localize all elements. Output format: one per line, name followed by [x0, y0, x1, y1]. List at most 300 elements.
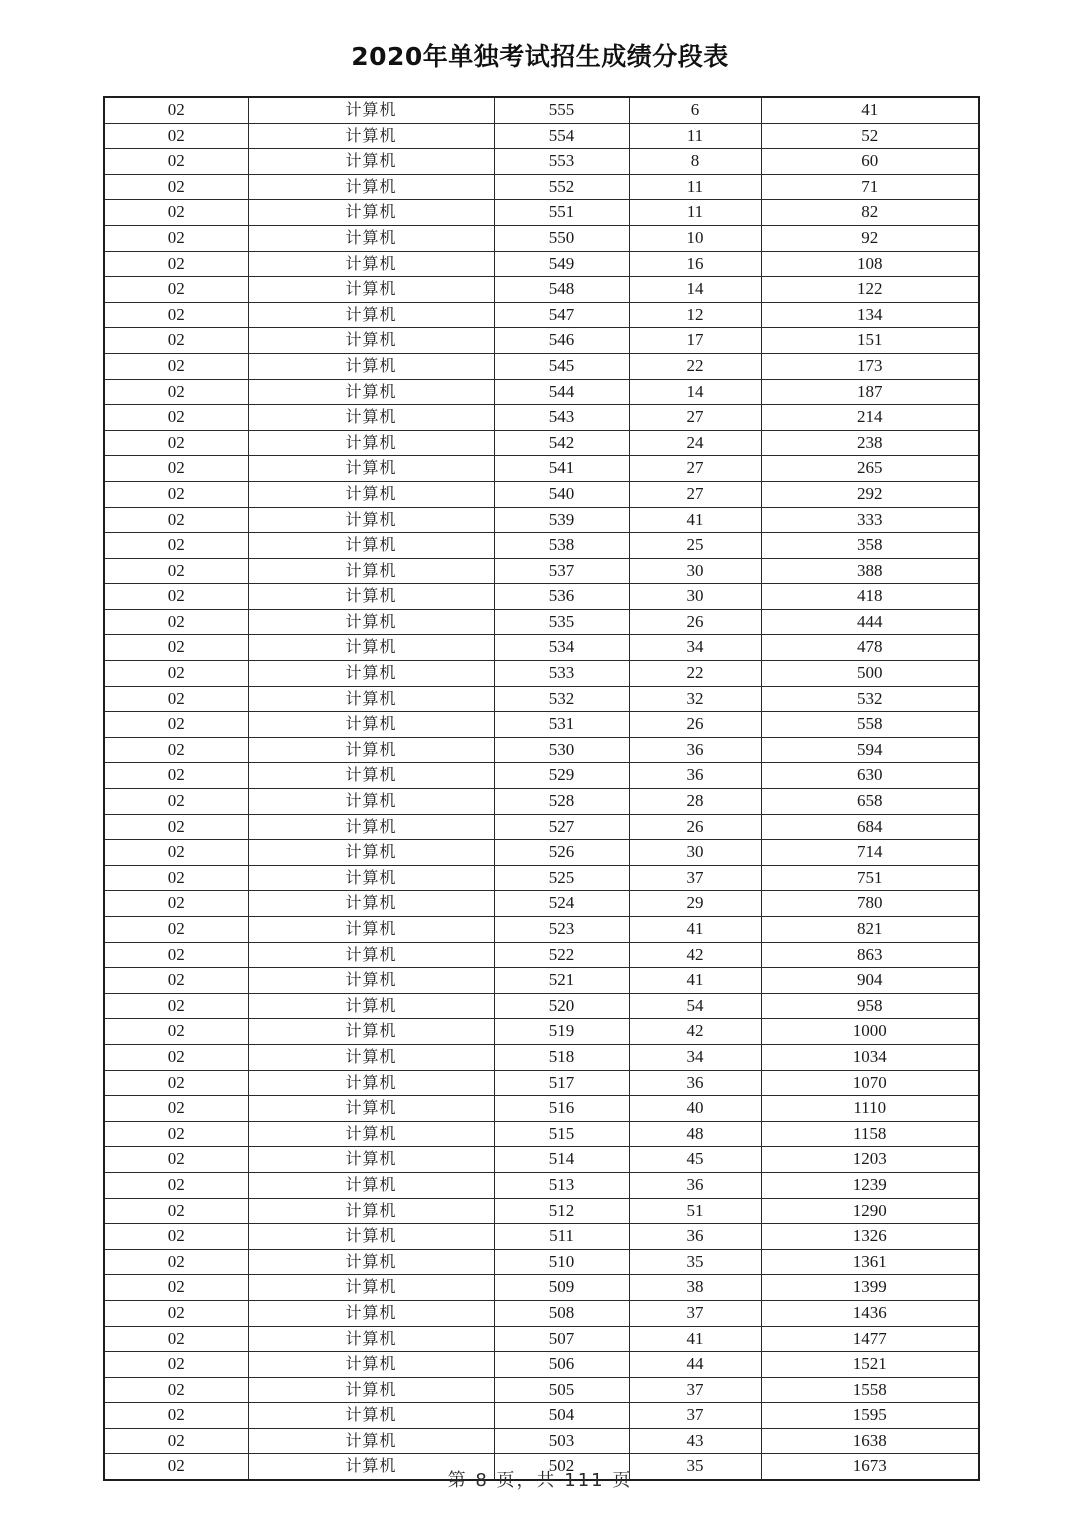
cell-category-code: 02 — [104, 277, 248, 303]
cell-cumulative: 684 — [761, 814, 979, 840]
table-row — [104, 661, 979, 687]
cell-count: 29 — [629, 891, 761, 917]
table-row — [104, 1403, 979, 1429]
cell-score: 551 — [494, 200, 629, 226]
cell-count: 36 — [629, 1070, 761, 1096]
cell-cumulative: 1290 — [761, 1198, 979, 1224]
table-row — [104, 200, 979, 226]
cell-category-code: 02 — [104, 200, 248, 226]
table-row — [104, 1352, 979, 1378]
cell-category-name: 计算机 — [248, 763, 494, 789]
cell-count: 34 — [629, 635, 761, 661]
cell-score: 513 — [494, 1172, 629, 1198]
table-row — [104, 1377, 979, 1403]
cell-cumulative: 751 — [761, 865, 979, 891]
cell-score: 516 — [494, 1096, 629, 1122]
table-row — [104, 737, 979, 763]
cell-score: 514 — [494, 1147, 629, 1173]
cell-cumulative: 388 — [761, 558, 979, 584]
cell-category-name: 计算机 — [248, 405, 494, 431]
cell-cumulative: 1239 — [761, 1172, 979, 1198]
cell-category-name: 计算机 — [248, 609, 494, 635]
cell-count: 17 — [629, 328, 761, 354]
cell-category-code: 02 — [104, 1300, 248, 1326]
cell-score: 538 — [494, 533, 629, 559]
cell-score: 520 — [494, 993, 629, 1019]
cell-category-name: 计算机 — [248, 1377, 494, 1403]
cell-category-name: 计算机 — [248, 942, 494, 968]
cell-score: 515 — [494, 1121, 629, 1147]
table-row — [104, 1070, 979, 1096]
cell-score: 509 — [494, 1275, 629, 1301]
cell-count: 35 — [629, 1454, 761, 1480]
cell-score: 553 — [494, 149, 629, 175]
table-row — [104, 1019, 979, 1045]
cell-score: 505 — [494, 1377, 629, 1403]
table-row — [104, 1428, 979, 1454]
cell-score: 542 — [494, 430, 629, 456]
cell-category-name: 计算机 — [248, 200, 494, 226]
cell-count: 8 — [629, 149, 761, 175]
table-row — [104, 1224, 979, 1250]
cell-category-name: 计算机 — [248, 968, 494, 994]
table-row — [104, 302, 979, 328]
cell-category-name: 计算机 — [248, 123, 494, 149]
cell-category-code: 02 — [104, 251, 248, 277]
cell-category-name: 计算机 — [248, 1326, 494, 1352]
cell-count: 14 — [629, 379, 761, 405]
cell-category-code: 02 — [104, 1198, 248, 1224]
cell-category-name: 计算机 — [248, 1172, 494, 1198]
cell-category-code: 02 — [104, 97, 248, 123]
cell-cumulative: 134 — [761, 302, 979, 328]
cell-category-name: 计算机 — [248, 1428, 494, 1454]
cell-category-code: 02 — [104, 763, 248, 789]
cell-score: 545 — [494, 353, 629, 379]
cell-category-name: 计算机 — [248, 1198, 494, 1224]
cell-cumulative: 418 — [761, 584, 979, 610]
table-row — [104, 635, 979, 661]
cell-score: 527 — [494, 814, 629, 840]
table-row — [104, 430, 979, 456]
table-row — [104, 558, 979, 584]
cell-category-name: 计算机 — [248, 225, 494, 251]
cell-cumulative: 1158 — [761, 1121, 979, 1147]
cell-category-name: 计算机 — [248, 1249, 494, 1275]
table-row — [104, 277, 979, 303]
cell-category-name: 计算机 — [248, 993, 494, 1019]
cell-cumulative: 1558 — [761, 1377, 979, 1403]
page-title: 2020年单独考试招生成绩分段表 — [351, 42, 729, 71]
cell-cumulative: 108 — [761, 251, 979, 277]
table-row — [104, 353, 979, 379]
cell-score: 504 — [494, 1403, 629, 1429]
cell-cumulative: 151 — [761, 328, 979, 354]
cell-score: 508 — [494, 1300, 629, 1326]
cell-count: 24 — [629, 430, 761, 456]
cell-count: 30 — [629, 840, 761, 866]
table-row — [104, 686, 979, 712]
cell-category-name: 计算机 — [248, 1300, 494, 1326]
cell-cumulative: 904 — [761, 968, 979, 994]
score-distribution-table — [103, 96, 980, 1481]
cell-cumulative: 1673 — [761, 1454, 979, 1480]
cell-count: 22 — [629, 661, 761, 687]
cell-category-code: 02 — [104, 1377, 248, 1403]
cell-count: 26 — [629, 712, 761, 738]
cell-count: 22 — [629, 353, 761, 379]
cell-cumulative: 558 — [761, 712, 979, 738]
cell-category-name: 计算机 — [248, 1275, 494, 1301]
cell-category-code: 02 — [104, 1070, 248, 1096]
cell-cumulative: 958 — [761, 993, 979, 1019]
cell-score: 506 — [494, 1352, 629, 1378]
cell-count: 32 — [629, 686, 761, 712]
cell-count: 37 — [629, 1300, 761, 1326]
cell-cumulative: 478 — [761, 635, 979, 661]
cell-category-code: 02 — [104, 1403, 248, 1429]
cell-category-code: 02 — [104, 1096, 248, 1122]
cell-category-code: 02 — [104, 737, 248, 763]
cell-score: 555 — [494, 97, 629, 123]
cell-category-name: 计算机 — [248, 97, 494, 123]
cell-category-name: 计算机 — [248, 1147, 494, 1173]
table-row — [104, 533, 979, 559]
table-row — [104, 1172, 979, 1198]
cell-count: 37 — [629, 1377, 761, 1403]
cell-score: 537 — [494, 558, 629, 584]
table-row — [104, 814, 979, 840]
cell-score: 540 — [494, 481, 629, 507]
cell-cumulative: 333 — [761, 507, 979, 533]
cell-count: 16 — [629, 251, 761, 277]
table-row — [104, 993, 979, 1019]
cell-category-code: 02 — [104, 507, 248, 533]
cell-score: 544 — [494, 379, 629, 405]
cell-count: 26 — [629, 609, 761, 635]
cell-cumulative: 1436 — [761, 1300, 979, 1326]
cell-cumulative: 238 — [761, 430, 979, 456]
table-row — [104, 328, 979, 354]
table-row — [104, 405, 979, 431]
table-row — [104, 1121, 979, 1147]
cell-count: 51 — [629, 1198, 761, 1224]
cell-category-name: 计算机 — [248, 379, 494, 405]
cell-score: 524 — [494, 891, 629, 917]
table-row — [104, 481, 979, 507]
cell-score: 507 — [494, 1326, 629, 1352]
cell-cumulative: 122 — [761, 277, 979, 303]
cell-category-code: 02 — [104, 123, 248, 149]
cell-category-code: 02 — [104, 1352, 248, 1378]
cell-cumulative: 1203 — [761, 1147, 979, 1173]
cell-count: 38 — [629, 1275, 761, 1301]
table-row — [104, 225, 979, 251]
cell-category-name: 计算机 — [248, 1121, 494, 1147]
cell-category-code: 02 — [104, 405, 248, 431]
cell-score: 534 — [494, 635, 629, 661]
table-row — [104, 507, 979, 533]
cell-count: 27 — [629, 456, 761, 482]
cell-cumulative: 60 — [761, 149, 979, 175]
cell-category-code: 02 — [104, 891, 248, 917]
cell-count: 11 — [629, 200, 761, 226]
cell-category-name: 计算机 — [248, 1224, 494, 1250]
table-row — [104, 174, 979, 200]
cell-count: 36 — [629, 1224, 761, 1250]
cell-category-code: 02 — [104, 1121, 248, 1147]
cell-category-name: 计算机 — [248, 481, 494, 507]
cell-category-code: 02 — [104, 840, 248, 866]
cell-count: 37 — [629, 865, 761, 891]
cell-category-code: 02 — [104, 635, 248, 661]
cell-category-name: 计算机 — [248, 1019, 494, 1045]
cell-category-code: 02 — [104, 917, 248, 943]
cell-count: 11 — [629, 123, 761, 149]
table-row — [104, 1249, 979, 1275]
cell-cumulative: 292 — [761, 481, 979, 507]
cell-category-name: 计算机 — [248, 533, 494, 559]
cell-cumulative: 1399 — [761, 1275, 979, 1301]
cell-category-name: 计算机 — [248, 661, 494, 687]
cell-cumulative: 863 — [761, 942, 979, 968]
cell-category-code: 02 — [104, 1019, 248, 1045]
cell-score: 519 — [494, 1019, 629, 1045]
cell-score: 528 — [494, 789, 629, 815]
cell-count: 26 — [629, 814, 761, 840]
cell-count: 11 — [629, 174, 761, 200]
cell-category-code: 02 — [104, 712, 248, 738]
cell-cumulative: 1110 — [761, 1096, 979, 1122]
cell-category-code: 02 — [104, 456, 248, 482]
cell-category-code: 02 — [104, 1224, 248, 1250]
table-row — [104, 763, 979, 789]
cell-count: 6 — [629, 97, 761, 123]
cell-score: 511 — [494, 1224, 629, 1250]
cell-category-code: 02 — [104, 661, 248, 687]
table-row — [104, 149, 979, 175]
table-row — [104, 97, 979, 123]
cell-score: 523 — [494, 917, 629, 943]
cell-category-name: 计算机 — [248, 328, 494, 354]
cell-count: 48 — [629, 1121, 761, 1147]
cell-category-name: 计算机 — [248, 1454, 494, 1480]
cell-category-code: 02 — [104, 533, 248, 559]
cell-score: 525 — [494, 865, 629, 891]
cell-category-name: 计算机 — [248, 558, 494, 584]
cell-category-name: 计算机 — [248, 251, 494, 277]
cell-cumulative: 92 — [761, 225, 979, 251]
cell-category-name: 计算机 — [248, 174, 494, 200]
cell-count: 37 — [629, 1403, 761, 1429]
cell-category-code: 02 — [104, 584, 248, 610]
cell-category-code: 02 — [104, 1249, 248, 1275]
cell-category-name: 计算机 — [248, 1070, 494, 1096]
cell-category-name: 计算机 — [248, 584, 494, 610]
cell-category-code: 02 — [104, 1147, 248, 1173]
table-row — [104, 1044, 979, 1070]
cell-cumulative: 821 — [761, 917, 979, 943]
cell-cumulative: 41 — [761, 97, 979, 123]
cell-category-name: 计算机 — [248, 149, 494, 175]
cell-cumulative: 1070 — [761, 1070, 979, 1096]
cell-cumulative: 1521 — [761, 1352, 979, 1378]
cell-score: 541 — [494, 456, 629, 482]
cell-count: 36 — [629, 763, 761, 789]
cell-cumulative: 1361 — [761, 1249, 979, 1275]
cell-category-code: 02 — [104, 993, 248, 1019]
cell-score: 532 — [494, 686, 629, 712]
cell-count: 42 — [629, 1019, 761, 1045]
cell-score: 531 — [494, 712, 629, 738]
cell-category-code: 02 — [104, 302, 248, 328]
cell-score: 549 — [494, 251, 629, 277]
table-row — [104, 584, 979, 610]
cell-cumulative: 444 — [761, 609, 979, 635]
cell-cumulative: 187 — [761, 379, 979, 405]
cell-score: 529 — [494, 763, 629, 789]
cell-cumulative: 82 — [761, 200, 979, 226]
cell-score: 521 — [494, 968, 629, 994]
cell-category-name: 计算机 — [248, 686, 494, 712]
cell-cumulative: 71 — [761, 174, 979, 200]
cell-category-code: 02 — [104, 481, 248, 507]
cell-category-code: 02 — [104, 225, 248, 251]
cell-count: 41 — [629, 968, 761, 994]
cell-category-code: 02 — [104, 1326, 248, 1352]
table-row — [104, 1326, 979, 1352]
cell-count: 41 — [629, 1326, 761, 1352]
table-row — [104, 712, 979, 738]
cell-category-name: 计算机 — [248, 789, 494, 815]
cell-cumulative: 52 — [761, 123, 979, 149]
table-row — [104, 942, 979, 968]
cell-cumulative: 173 — [761, 353, 979, 379]
cell-count: 27 — [629, 405, 761, 431]
cell-category-code: 02 — [104, 1454, 248, 1480]
cell-count: 41 — [629, 507, 761, 533]
cell-score: 503 — [494, 1428, 629, 1454]
cell-category-name: 计算机 — [248, 1403, 494, 1429]
cell-cumulative: 780 — [761, 891, 979, 917]
cell-category-name: 计算机 — [248, 456, 494, 482]
table-row — [104, 1147, 979, 1173]
cell-count: 28 — [629, 789, 761, 815]
cell-score: 547 — [494, 302, 629, 328]
cell-score: 522 — [494, 942, 629, 968]
table-row — [104, 1096, 979, 1122]
cell-score: 552 — [494, 174, 629, 200]
cell-category-name: 计算机 — [248, 917, 494, 943]
cell-category-name: 计算机 — [248, 1044, 494, 1070]
table-row — [104, 1198, 979, 1224]
cell-category-code: 02 — [104, 1428, 248, 1454]
cell-cumulative: 532 — [761, 686, 979, 712]
cell-cumulative: 214 — [761, 405, 979, 431]
cell-cumulative: 630 — [761, 763, 979, 789]
cell-category-name: 计算机 — [248, 712, 494, 738]
cell-score: 526 — [494, 840, 629, 866]
cell-cumulative: 1000 — [761, 1019, 979, 1045]
cell-score: 535 — [494, 609, 629, 635]
cell-category-name: 计算机 — [248, 302, 494, 328]
cell-cumulative: 1034 — [761, 1044, 979, 1070]
cell-category-name: 计算机 — [248, 635, 494, 661]
cell-category-name: 计算机 — [248, 277, 494, 303]
table-row — [104, 1275, 979, 1301]
cell-score: 548 — [494, 277, 629, 303]
cell-category-code: 02 — [104, 379, 248, 405]
table-row — [104, 456, 979, 482]
cell-category-name: 计算机 — [248, 865, 494, 891]
cell-category-code: 02 — [104, 686, 248, 712]
cell-count: 41 — [629, 917, 761, 943]
cell-count: 30 — [629, 558, 761, 584]
cell-count: 27 — [629, 481, 761, 507]
cell-category-name: 计算机 — [248, 1352, 494, 1378]
cell-score: 539 — [494, 507, 629, 533]
cell-count: 43 — [629, 1428, 761, 1454]
cell-count: 54 — [629, 993, 761, 1019]
cell-score: 502 — [494, 1454, 629, 1480]
cell-count: 42 — [629, 942, 761, 968]
table-row — [104, 123, 979, 149]
cell-cumulative: 714 — [761, 840, 979, 866]
cell-count: 36 — [629, 737, 761, 763]
table-row — [104, 917, 979, 943]
cell-score: 546 — [494, 328, 629, 354]
cell-score: 530 — [494, 737, 629, 763]
cell-cumulative: 658 — [761, 789, 979, 815]
score-table-container — [103, 96, 978, 1481]
cell-category-code: 02 — [104, 814, 248, 840]
cell-category-code: 02 — [104, 149, 248, 175]
cell-count: 30 — [629, 584, 761, 610]
table-row — [104, 968, 979, 994]
cell-cumulative: 500 — [761, 661, 979, 687]
cell-category-code: 02 — [104, 174, 248, 200]
table-row — [104, 840, 979, 866]
cell-score: 543 — [494, 405, 629, 431]
cell-category-name: 计算机 — [248, 891, 494, 917]
cell-count: 25 — [629, 533, 761, 559]
cell-category-code: 02 — [104, 968, 248, 994]
table-row — [104, 251, 979, 277]
cell-category-code: 02 — [104, 558, 248, 584]
cell-category-code: 02 — [104, 789, 248, 815]
cell-category-name: 计算机 — [248, 1096, 494, 1122]
cell-category-name: 计算机 — [248, 840, 494, 866]
cell-category-code: 02 — [104, 1275, 248, 1301]
cell-category-name: 计算机 — [248, 507, 494, 533]
score-table-body — [104, 97, 979, 1480]
cell-cumulative: 358 — [761, 533, 979, 559]
cell-count: 14 — [629, 277, 761, 303]
cell-cumulative: 1477 — [761, 1326, 979, 1352]
table-row — [104, 379, 979, 405]
cell-count: 45 — [629, 1147, 761, 1173]
cell-category-code: 02 — [104, 609, 248, 635]
cell-category-code: 02 — [104, 1172, 248, 1198]
cell-category-code: 02 — [104, 328, 248, 354]
cell-count: 35 — [629, 1249, 761, 1275]
cell-category-code: 02 — [104, 430, 248, 456]
cell-score: 554 — [494, 123, 629, 149]
cell-count: 10 — [629, 225, 761, 251]
table-row — [104, 789, 979, 815]
cell-score: 512 — [494, 1198, 629, 1224]
table-row — [104, 609, 979, 635]
